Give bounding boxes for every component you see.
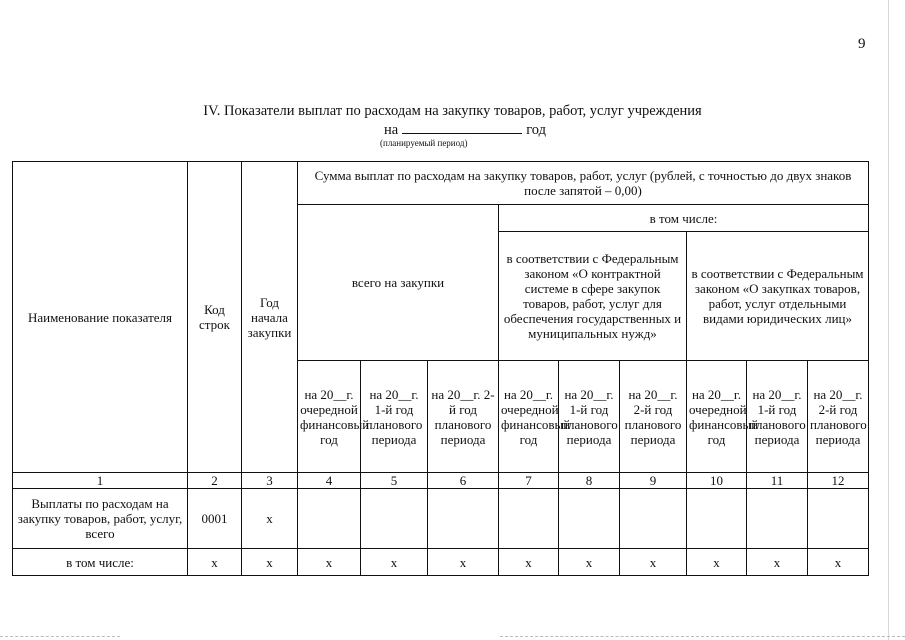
- column-number: 3: [242, 473, 298, 489]
- value-cell[interactable]: [298, 489, 361, 549]
- row-year: х: [242, 489, 298, 549]
- value-cell[interactable]: [361, 489, 428, 549]
- header-code: Код строк: [188, 162, 242, 473]
- header-period: на 20__г. очередной финансовый год: [499, 361, 559, 473]
- page-number: 9: [858, 36, 866, 52]
- payments-table: [12, 161, 869, 576]
- period-suffix: год: [526, 122, 546, 138]
- header-period: на 20__г. очередной финансовый год: [298, 361, 361, 473]
- header-period: на 20__г. 2-й год планового периода: [428, 361, 499, 473]
- row-code: 0001: [188, 489, 242, 549]
- period-blank-field[interactable]: [402, 121, 522, 134]
- header-period: на 20__г. 2-й год планового периода: [808, 361, 869, 473]
- column-number: 2: [188, 473, 242, 489]
- value-cell[interactable]: [687, 489, 747, 549]
- value-cell: х: [361, 549, 428, 576]
- column-number: 10: [687, 473, 747, 489]
- table-row: [13, 489, 869, 549]
- scan-edge-line: [888, 0, 889, 640]
- column-number-row: [13, 473, 869, 489]
- scan-artifact-line: [0, 636, 120, 637]
- value-cell[interactable]: [747, 489, 808, 549]
- value-cell: х: [428, 549, 499, 576]
- period-note: (планируемый период): [380, 138, 468, 148]
- value-cell[interactable]: [620, 489, 687, 549]
- value-cell[interactable]: [428, 489, 499, 549]
- row-code: х: [188, 549, 242, 576]
- value-cell: х: [620, 549, 687, 576]
- column-number: 11: [747, 473, 808, 489]
- value-cell: х: [298, 549, 361, 576]
- value-cell[interactable]: [808, 489, 869, 549]
- value-cell: х: [559, 549, 620, 576]
- header-period: на 20__г. очередной финансовый год: [687, 361, 747, 473]
- value-cell: х: [499, 549, 559, 576]
- column-number: 6: [428, 473, 499, 489]
- header-including: в том числе:: [499, 205, 869, 232]
- period-line: [300, 121, 630, 139]
- scan-artifact-line: [500, 636, 905, 637]
- column-number: 4: [298, 473, 361, 489]
- column-number: 8: [559, 473, 620, 489]
- header-223fz: в соответствии с Федеральным законом «О закупках товаров, работ, услуг отдельными видами юридических лиц»: [687, 232, 869, 361]
- value-cell: х: [808, 549, 869, 576]
- value-cell: х: [687, 549, 747, 576]
- header-period: на 20__г. 1-й год планового периода: [559, 361, 620, 473]
- column-number: 1: [13, 473, 188, 489]
- value-cell: х: [747, 549, 808, 576]
- section-title: IV. Показатели выплат по расходам на закупку товаров, работ, услуг учреждения: [203, 103, 702, 119]
- row-name: в том числе:: [13, 549, 188, 576]
- header-44fz: в соответствии с Федеральным законом «О контрактной системе в сфере закупок товаров, работ, услуг для обеспечения государственных и муниципальных нужд»: [499, 232, 687, 361]
- table-row: [13, 549, 869, 576]
- column-number: 5: [361, 473, 428, 489]
- header-period: на 20__г. 1-й год планового периода: [361, 361, 428, 473]
- value-cell[interactable]: [559, 489, 620, 549]
- column-number: 9: [620, 473, 687, 489]
- header-period: на 20__г. 1-й год планового периода: [747, 361, 808, 473]
- header-name: Наименование показателя: [13, 162, 188, 473]
- row-year: х: [242, 549, 298, 576]
- column-number: 7: [499, 473, 559, 489]
- header-year: Год начала закупки: [242, 162, 298, 473]
- header-sum: Сумма выплат по расходам на закупку товаров, работ, услуг (рублей, с точностью до двух знаков после запятой – 0,00): [298, 162, 869, 205]
- row-name: Выплаты по расходам на закупку товаров, работ, услуг, всего: [13, 489, 188, 549]
- column-number: 12: [808, 473, 869, 489]
- value-cell[interactable]: [499, 489, 559, 549]
- header-total: всего на закупки: [298, 205, 499, 361]
- period-prefix: на: [384, 122, 399, 138]
- header-period: на 20__г. 2-й год планового периода: [620, 361, 687, 473]
